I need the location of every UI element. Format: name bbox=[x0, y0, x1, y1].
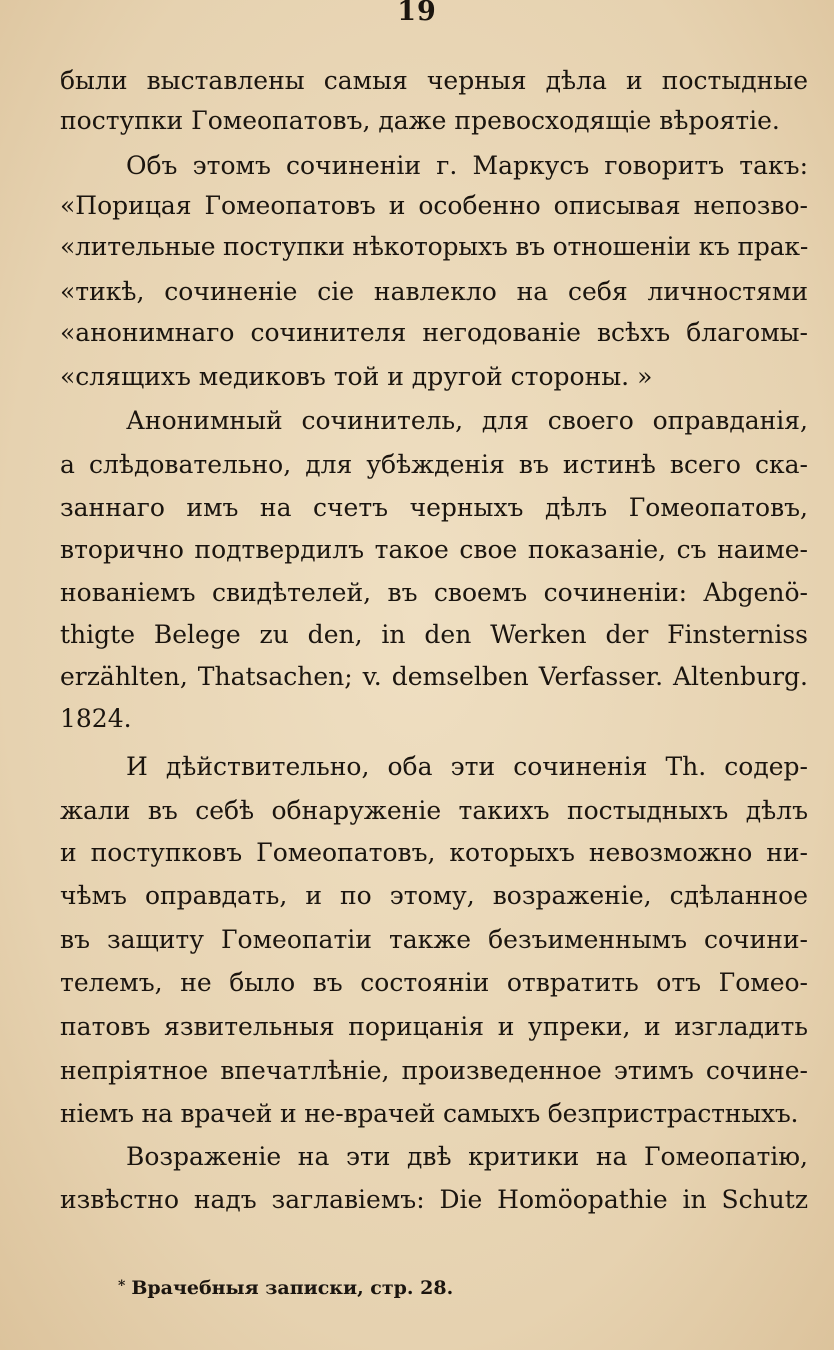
footnote-text: Врачебныя записки, стр. 28. bbox=[131, 1277, 454, 1299]
text-line: а слѣдовательно, для убѣжденія въ истинѣ всего ска- bbox=[60, 450, 808, 479]
paragraph-first-line: Возраженіе на эти двѣ критики на Гомеопатію, bbox=[126, 1142, 808, 1171]
text-line: заннаго имъ на счетъ черныхъ дѣлъ Гомеопатовъ, bbox=[60, 493, 808, 522]
text-line: вторично подтвердилъ такое свое показаніе, съ наиме- bbox=[60, 535, 808, 564]
text-line: жали въ себѣ обнаруженіе такихъ постыдныхъ дѣлъ bbox=[60, 796, 808, 825]
text-line: были выставлены самыя черныя дѣла и постыдные bbox=[60, 66, 808, 95]
text-line: ніемъ на врачей и не-врачей самыхъ безпристрастныхъ. bbox=[60, 1099, 799, 1128]
text-line: поступки Гомеопатовъ, даже превосходящіе вѣроятіе. bbox=[60, 106, 780, 135]
footnote bbox=[118, 1277, 453, 1299]
footnote-mark: * bbox=[118, 1278, 126, 1294]
text-line: телемъ, не было въ состояніи отвратить отъ Гомео- bbox=[60, 968, 808, 997]
paragraph-first-line: И дѣйствительно, оба эти сочиненія Th. содер- bbox=[126, 752, 808, 781]
text-line: «Порицая Гомеопатовъ и особенно описывая непозво- bbox=[60, 191, 808, 220]
text-line: и поступковъ Гомеопатовъ, которыхъ невозможно ни- bbox=[60, 838, 808, 867]
text-line: непріятное впечатлѣніе, произведенное этимъ сочине- bbox=[60, 1056, 808, 1085]
text-line: «тикѣ, сочиненіе сіе навлекло на себя личностями bbox=[60, 277, 808, 306]
paragraph-first-line: Объ этомъ сочиненіи г. Маркусъ говоритъ такъ: bbox=[126, 151, 808, 180]
text-line: 1824. bbox=[60, 704, 132, 733]
text-line: патовъ язвительныя порицанія и упреки, и изгладить bbox=[60, 1012, 808, 1041]
text-line: «слящихъ медиковъ той и другой стороны. » bbox=[60, 362, 653, 391]
text-line: чѣмъ оправдать, и по этому, возраженіе, сдѣланное bbox=[60, 881, 808, 910]
text-line: извѣстно надъ заглавіемъ: Die Homöopathie in Schutz bbox=[60, 1185, 808, 1214]
page-number: 19 bbox=[397, 0, 437, 27]
text-line: erzählten, Thatsachen; v. demselben Verfasser. Altenburg. bbox=[60, 662, 808, 691]
text-line: «лительные поступки нѣкоторыхъ въ отношеніи къ прак- bbox=[60, 232, 809, 261]
text-line: въ защиту Гомеопатіи также безъименнымъ сочини- bbox=[60, 925, 808, 954]
text-line: нованіемъ свидѣтелей, въ своемъ сочиненіи: Abgenö- bbox=[60, 578, 808, 607]
paragraph-first-line: Анонимный сочинитель, для своего оправданія, bbox=[126, 406, 808, 435]
text-line: «анонимнаго сочинителя негодованіе всѣхъ благомы- bbox=[60, 318, 808, 347]
text-line: thigte Belege zu den, in den Werken der Finsterniss bbox=[60, 620, 808, 649]
